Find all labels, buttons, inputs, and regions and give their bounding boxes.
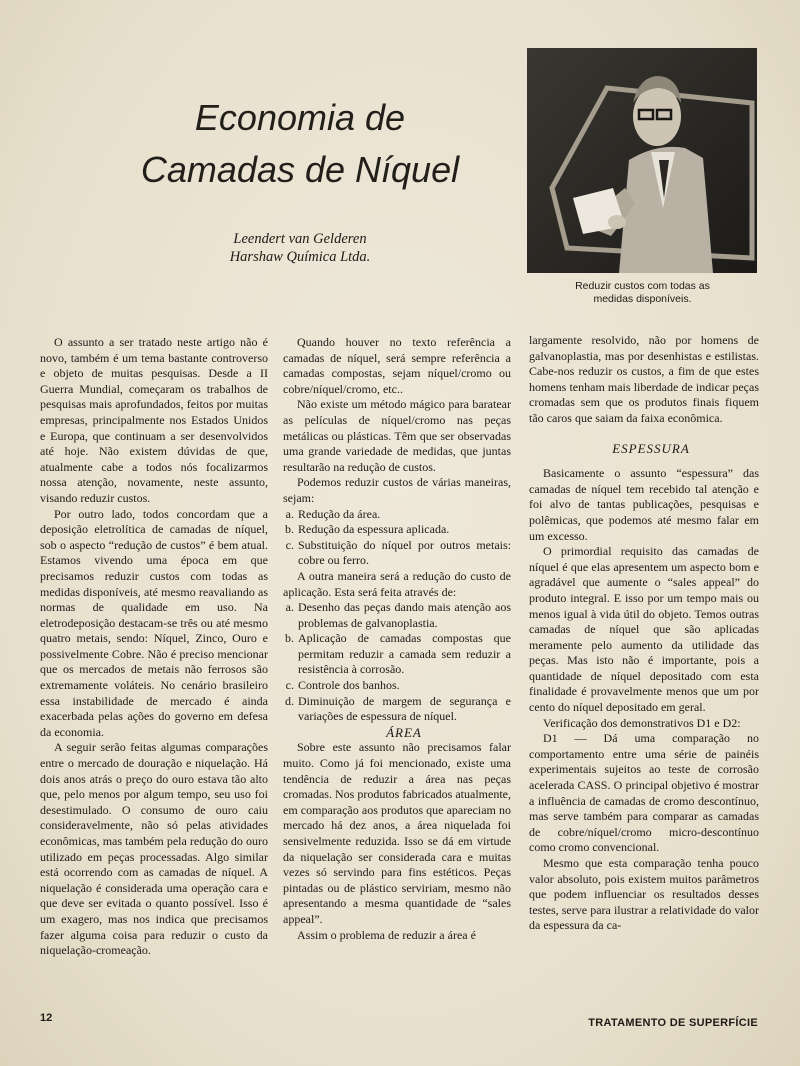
author-name: Leendert van Gelderen <box>233 231 367 247</box>
paragraph: Basicamente o assunto “espessura” das camadas de níquel tem recebido tal atenção e foi alvo de tantas publicações, pesquisas e polêmicas, que podemos até mesmo falar em um excesso. <box>529 466 759 543</box>
paragraph: O assunto a ser tratado neste artigo não é novo, também é um tema bastante controverso e objeto de muitas pesquisas. Desde a II Guerra Mundial, começaram os trabalhos de pesquisas mais aprofundados, feitos por muitas empresas, principalmente nos Estados Unidos e Europa, que continuam a ser desenvolvidos até hoje. Não existem dúvidas de que, atualmente cabe a todos nós focalizarmos nossa atenção, novamente, neste assunto, visando reduzir custos. <box>40 335 268 505</box>
list-item: d. Diminuição de margem de segurança e variações de espessura de níquel. <box>297 694 511 725</box>
article-title-line-1: Economia de <box>194 97 406 138</box>
paragraph: Assim o problema de reduzir a área é <box>297 927 476 942</box>
list-item: c. Substituição do níquel por outros metais: cobre ou ferro. <box>297 538 511 569</box>
paragraph: largamente resolvido, não por homens de galvanoplastia, mas por desenhistas e estilistas. Cabe-nos reduzir os custos, a fim de que estes homens tenham mais liberdade de indicar peças cromadas sem que os produtos finais fiquem tão caros que saiam da faixa econômica. <box>529 333 759 425</box>
paragraph: Quando houver no texto referência a camadas de níquel, será sempre referência a camadas compostas, sejam níquel/cromo ou cobre/níquel/cromo, etc.. <box>283 335 511 396</box>
text-column-1 <box>40 335 268 959</box>
speaker-illustration <box>527 48 757 273</box>
list-item: b. Aplicação de camadas compostas que permitam reduzir a camada sem reduzir a resistência à corrosão. <box>297 631 511 678</box>
paragraph: Verificação dos demonstrativos D1 e D2: <box>543 715 741 730</box>
list-item: a. Redução da área. <box>297 507 511 523</box>
paragraph: Não existe um método mágico para baratear as películas de níquel/cromo nas peças metálicas ou plásticas. Têm que ser observadas uma grande variedade de medidas, que juntas resultarão na redução de custos. <box>283 397 511 474</box>
paragraph: Por outro lado, todos concordam que a deposição eletrolítica de camadas de níquel, sob o aspecto “redução de custos” é bem atual. Estamos vivendo uma época em que precisamos reduzir custos com todas as medidas disponíveis, até mesmo reavaliando as normas de qualidade em uso. Na eletrodeposição destacam-se três ou até mesmo quatro metais, sendo: Níquel, Zinco, Ouro e possivelmente Cobre. Não é preciso mencionar que os mercados de metais não ferrosos são extremamente voláteis. No cenário brasileiro essa instabilidade de mercado é ainda exacerbada pelas ações do governo em defesa da economia. <box>40 506 268 739</box>
cost-reduction-list <box>283 507 511 569</box>
paragraph: D1 — Dá uma comparação no comportamento entre uma série de painéis experimentais sujeitos ao teste de corrosão acelerada CASS. O principal objetivo é mostrar a influência de camadas de cromo descontínuo, mas serve também para comparar as camadas de cobre/níquel/cromo micro-descontínuo como cromo convencional. <box>529 731 759 855</box>
paragraph: A outra maneira será a redução do custo de aplicação. Esta será feita através de: <box>283 568 511 599</box>
paragraph: Podemos reduzir custos de várias maneiras, sejam: <box>283 475 511 505</box>
paragraph: Sobre este assunto não precisamos falar muito. Como já foi mencionado, existe uma tendência de reduzir a área nas peças cromadas. Nos produtos fabricados atualmente, em comparação aos produtos que apareciam no mercado há dez anos, a área niquelada foi sensivelmente reduzida. Isso se dá em virtude da niquelação ser considerada cara e muitas vezes só servindo para fins estéticos. Peças pintadas ou de plástico serviriam, mesmo não apresentando a mesma quantidade de “sales appeal”. <box>283 740 511 926</box>
paragraph: Mesmo que esta comparação tenha pouco valor absoluto, pois existem muitos parâmetros que podem influenciar os resultados desses testes, serve para ilustrar a relatividade do valor da espessura da ca- <box>529 856 759 933</box>
article-title-line-2: Camadas de Níquel <box>140 149 460 190</box>
text-column-3 <box>529 333 759 934</box>
photo-caption-line-2: medidas disponíveis. <box>593 293 692 305</box>
text-column-2 <box>283 335 511 943</box>
speaker-photo <box>527 48 757 273</box>
journal-name: TRATAMENTO DE SUPERFÍCIE <box>588 1017 758 1029</box>
section-heading-thickness: ESPESSURA <box>612 440 690 456</box>
author-company: Harshaw Química Ltda. <box>229 249 371 265</box>
paragraph: A seguir serão feitas algumas comparações entre o mercado de douração e niquelação. Há dois anos atrás o preço do ouro estava tão alto que, pelo menos por algum tempo, seu uso foi desestimulado. O consumo de ouro caiu consideravelmente, não só pelas atividades econômicas, mas também pela redução do ouro utilizado em peças processadas. Algo similar está ocorrendo com as camadas de níquel. A niquelação é considerada uma operação cara e que deve ser evitada o quanto possível. Isso é um exagero, mas nos indica que precisamos fazer alguma coisa para reduzir o custo da niquelação-cromeação. <box>40 740 268 958</box>
paragraph: O primordial requisito das camadas de níquel é que elas apresentem um aspecto bom e agradável que aumente o “sales appeal” do produto integral. E isso por um tempo mais ou menos igual à vida útil do objeto. Temos outras camadas de níquel que são aplicadas meramente pelo aumento da utilidade das peças. Mas isto não é importante, pois a quantidade de níquel depositado com esta finalidade é provavelmente menos que um por cento do níquel depositado em geral. <box>529 544 759 715</box>
list-item: a. Desenho das peças dando mais atenção aos problemas de galvanoplastia. <box>297 600 511 631</box>
list-item: c. Controle dos banhos. <box>297 678 511 694</box>
application-cost-list <box>283 600 511 725</box>
section-heading-area: ÁREA <box>386 724 422 740</box>
page-number: 12 <box>40 1012 53 1024</box>
list-item: b. Redução da espessura aplicada. <box>297 522 511 538</box>
photo-caption-line-1: Reduzir custos com todas as <box>575 280 710 292</box>
